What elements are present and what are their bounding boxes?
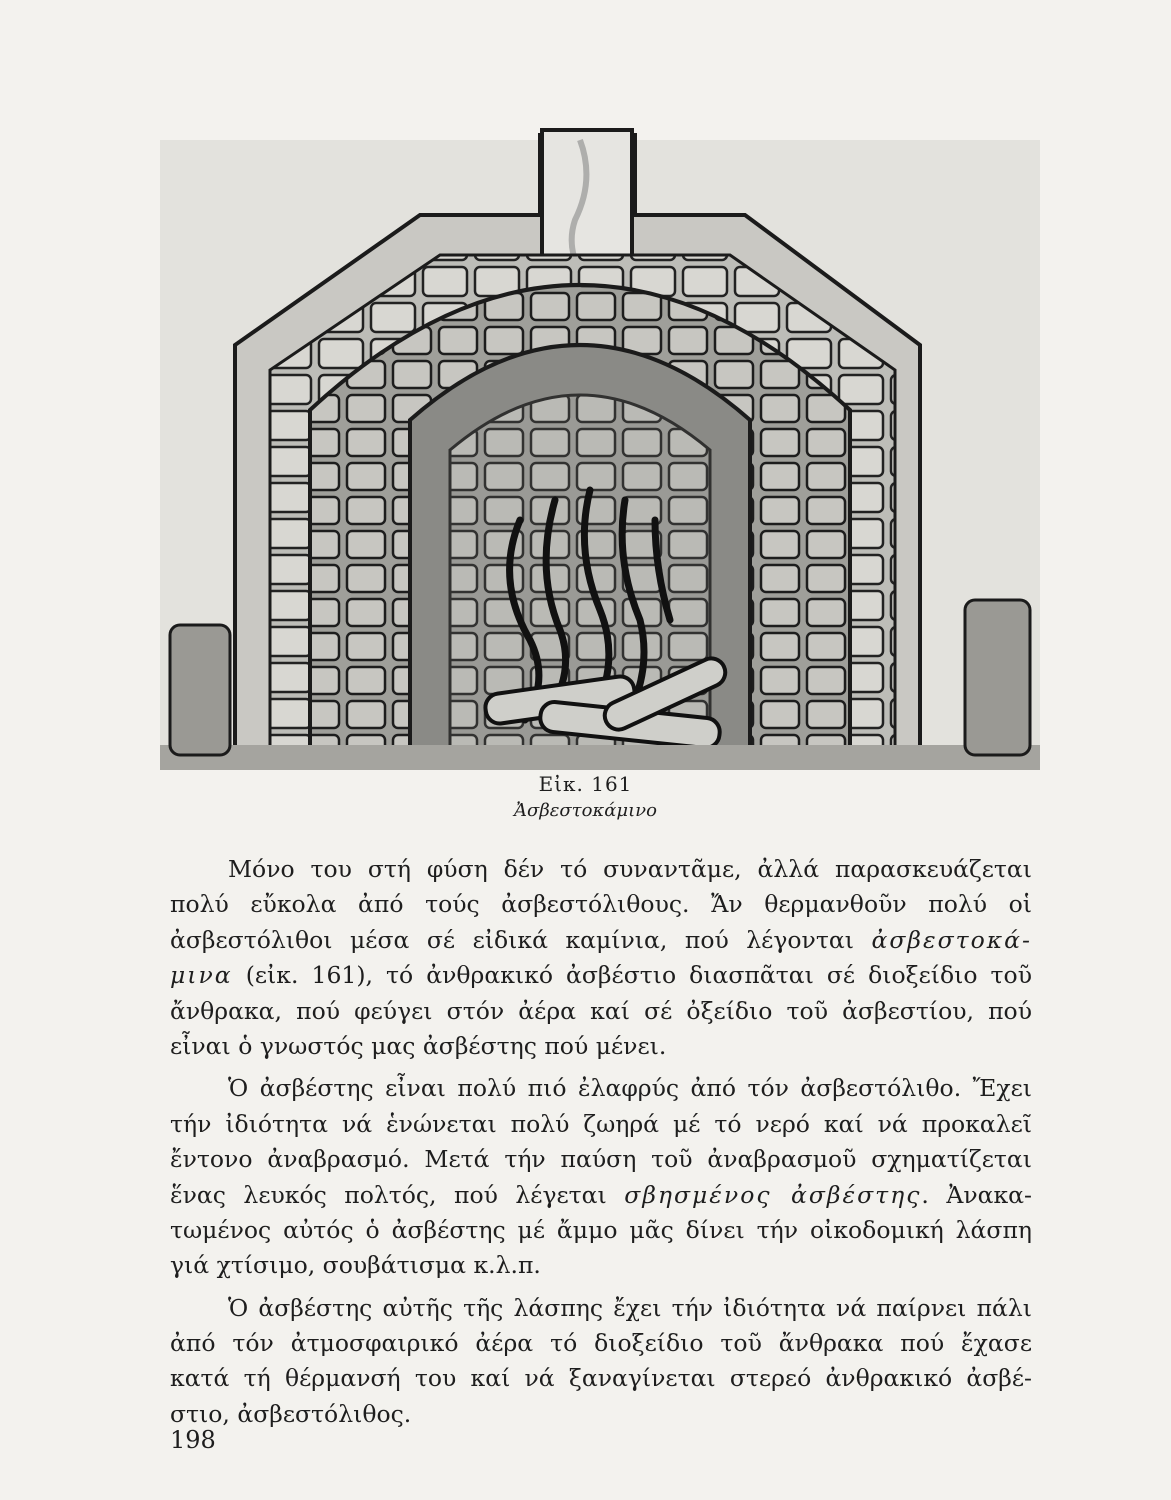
body-text — [170, 852, 1032, 1432]
text-line: Ὁ ἀσβέστης αὐτῆς τῆς λάσπης ἔχει τήν ἰδιότητα νά παίρνει πάλι — [228, 1293, 1032, 1322]
text-line-part: . Ἀνακα- — [921, 1180, 1032, 1209]
figure-number: Εἰκ. 161 — [538, 772, 633, 796]
text-line: τήν ἰδιότητα νά ἑνώνεται πολύ ζωηρά μέ τό νερό καί νά προκαλεῖ — [170, 1109, 1032, 1138]
page-number: 198 — [170, 1426, 216, 1454]
lime-kiln-illustration — [160, 120, 1040, 770]
text-line: γιά χτίσιμο, σουβάτισμα κ.λ.π. — [170, 1251, 541, 1280]
text-line-part: (εἰκ. 161), τό ἀνθρακικό ἀσβέστιο διασπᾶται σέ διοξείδιο τοῦ — [245, 961, 1032, 990]
emphasized-term: μινα — [170, 961, 233, 990]
text-line: κατά τή θέρμανσή του καί νά ξαναγίνεται στερεό ἀνθρακικό ἀσβέ- — [170, 1364, 1032, 1393]
emphasized-term: ἀσβεστοκά- — [871, 925, 1032, 954]
text-line: Μόνο του στή φύση δέν τό συναντᾶμε, ἀλλά παρασκευάζεται — [228, 855, 1032, 883]
text-line — [170, 958, 1032, 993]
text-line — [170, 923, 1032, 958]
text-line: πολύ εὔκολα ἀπό τούς ἀσβεστόλιθους. Ἄν θερμανθοῦν πολύ οἱ — [170, 890, 1032, 919]
text-line: εἶναι ὁ γνωστός μας ἀσβέστης πού μένει. — [170, 1031, 667, 1060]
emphasized-term: σβησμένος ἀσβέστης — [624, 1180, 922, 1209]
chimney — [542, 130, 632, 270]
text-line — [170, 1178, 1032, 1213]
text-line-part: ἕνας λευκός πολτός, πού λέγεται — [170, 1180, 607, 1209]
text-line: ἔντονο ἀναβρασμό. Μετά τήν παύση τοῦ ἀναβρασμοῦ σχηματίζεται — [170, 1145, 1032, 1174]
figure-title: Ἀσβεστοκάμινο — [514, 800, 657, 821]
text-line-part: ἀσβεστόλιθοι μέσα σέ εἰδικά καμίνια, πού λέγονται — [170, 925, 854, 954]
text-line: τωμένος αὐτός ὁ ἀσβέστης μέ ἄμμο μᾶς δίνει τήν οἰκοδομική λάσπη — [170, 1215, 1032, 1244]
text-line: Ὁ ἀσβέστης εἶναι πολύ πιό ἐλαφρύς ἀπό τόν ἀσβεστόλιθο. Ἔχει — [228, 1074, 1032, 1103]
text-line: ἀπό τόν ἀτμοσφαιρικό ἀέρα τό διοξείδιο τοῦ ἄνθρακα πού ἔχασε — [170, 1329, 1032, 1358]
text-line: ἄνθρακα, πού φεύγει στόν ἀέρα καί σέ ὀξείδιο τοῦ ἀσβεστίου, πού — [170, 996, 1032, 1025]
text-line: στιο, ἀσβεστόλιθος. — [170, 1399, 412, 1428]
